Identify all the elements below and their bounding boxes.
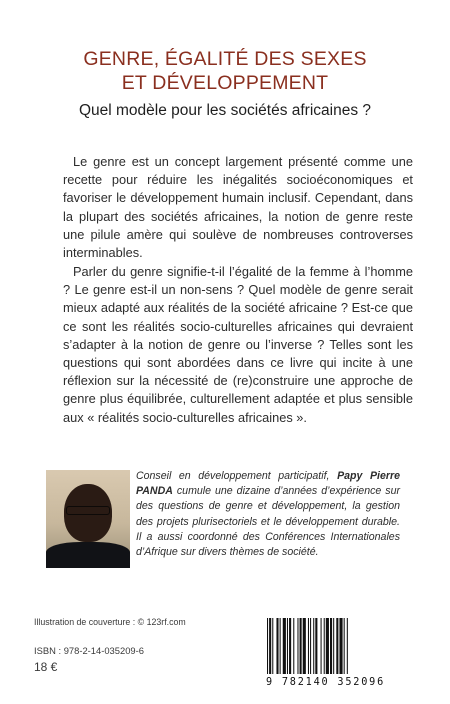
book-subtitle: Quel modèle pour les sociétés africaines ? bbox=[78, 102, 372, 119]
author-photo bbox=[46, 470, 130, 568]
author-bio-suffix: cumule une dizaine d’années d’expérience sur des questions de genre et développement, la gestion des projets plurisectoriels et le développement durable. Il a aussi coordonné des Conférences Internationales d’Afrique sur divers thèmes de société. bbox=[136, 485, 400, 559]
author-name: Papy Pierre PANDA bbox=[136, 470, 400, 498]
book-title bbox=[0, 47, 450, 95]
barcode-digits: 9 782140 352096 bbox=[266, 677, 386, 688]
book-title-line1: GENRE, ÉGALITÉ DES SEXES bbox=[83, 48, 367, 70]
glasses-icon bbox=[66, 506, 110, 515]
author-portrait-shirt bbox=[46, 542, 130, 568]
barcode-icon bbox=[267, 618, 407, 674]
price-label: 18 € bbox=[34, 660, 58, 674]
isbn-label: ISBN : 978-2-14-035209-6 bbox=[34, 645, 144, 656]
summary-paragraph-2: Parler du genre signifie-t-il l’égalité de la femme à l’homme ? Le genre est-il un non-sens ? Quel modèle de genre serait mieux adapté aux réalités de la société africaine ? Est-ce que ce sont les réalités socio-culturelles africaines qui devraient s’adapter à la notion de genre ou l’inverse ? Telles sont les questions qui sont abordées dans ce livre qui incite à une réflexion sur la nécessité de (re)construire une approche de genre plus équilibrée, culturellement adaptée et plus sensible aux « réalités socio-culturelles africaines ». bbox=[63, 264, 413, 425]
book-title-line2: ET DÉVELOPPEMENT bbox=[121, 72, 329, 94]
author-bio-prefix: Conseil en développement participatif, bbox=[136, 470, 338, 482]
summary-paragraph-1: Le genre est un concept largement présenté comme une recette pour réduire les inégalités socioéconomiques et favoriser le développement humain inclusif. Cependant, dans la plupart des sociétés africaines, la notion de genre reste une pilule amère qui soulève de nombreuses controverses interminables. bbox=[63, 154, 413, 261]
author-bio bbox=[136, 469, 400, 560]
cover-illustration-credit: Illustration de couverture : © 123rf.com bbox=[34, 617, 186, 627]
